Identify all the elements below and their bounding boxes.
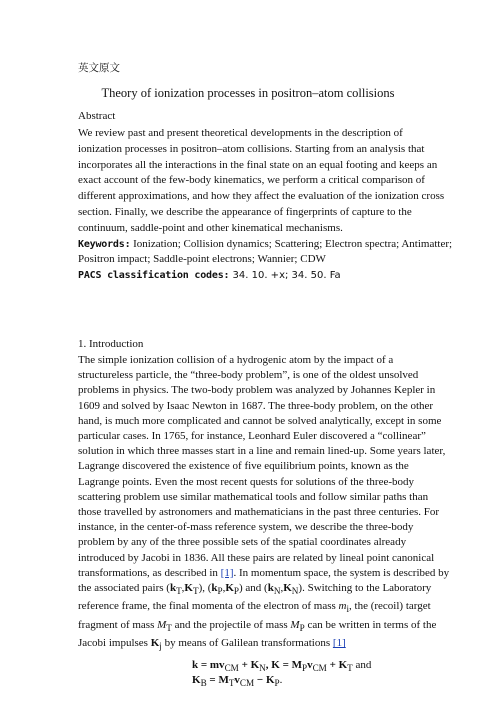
intro-line: problem by any of the three possible sets of the spatial coordinates already <box>78 536 407 549</box>
eq-text: k = mv <box>192 659 225 671</box>
intro-text: reference frame, the final momenta of the electron of mass <box>78 600 339 613</box>
intro-text: ). Switching to the Laboratory <box>298 582 432 595</box>
equation-2 <box>192 674 282 688</box>
momentum-symbol: k <box>267 582 274 595</box>
intro-line: problems in physics. The two-body problem was analyzed by Johannes Kepler in <box>78 384 436 397</box>
eq-text: v <box>307 659 313 671</box>
momentum-symbol: K <box>184 582 193 595</box>
subscript: j <box>159 641 162 652</box>
intro-line <box>78 618 437 636</box>
subscript: CM <box>224 663 239 674</box>
intro-text: , the (recoil) target <box>349 600 431 613</box>
abstract-heading: Abstract <box>78 110 116 122</box>
eq-text: , K = M <box>265 659 302 671</box>
subscript: P <box>233 586 240 597</box>
eq-text: K <box>192 674 201 686</box>
subscript: P <box>217 586 223 597</box>
abstract-line: exact account of the few-body kinematics, we perform a critical comparison of <box>78 174 425 187</box>
intro-text: ) and ( <box>239 582 268 595</box>
subscript: B <box>200 678 207 689</box>
abstract-line: We review past and present theoretical developments in the description of <box>78 127 403 139</box>
intro-line: instance, in the center-of-mass reference system, we describe the three-body <box>78 521 414 534</box>
intro-line: the associated pairs $(k_T,K_T)$, $(k_P,K_P)$ and $(k_N,K_N)$. Switching to the Laboratory <box>78 582 432 597</box>
subscript: CM <box>239 678 255 689</box>
subscript: N <box>273 586 281 597</box>
subscript: T <box>176 586 182 597</box>
keywords-label: Keywords: <box>78 238 131 250</box>
subscript: T <box>166 623 172 634</box>
intro-text: . In momentum space, the system is described by <box>233 566 450 579</box>
eq-text: v <box>234 674 240 686</box>
keywords-text: Ionization; Collision dynamics; Scattering; Electron spectra; Antimatter; <box>130 237 453 250</box>
momentum-symbol: k <box>169 582 177 595</box>
header-label: 英文原文 <box>78 63 120 74</box>
intro-line: Lagrange points. Even the most recent quests for solutions of the three-body <box>78 475 415 488</box>
abstract-line: section. Finally, we describe the appearance of fingerprints of capture to the <box>78 205 412 218</box>
reference-link[interactable]: [1] <box>220 566 234 579</box>
intro-text: by means of Galilean transformations <box>161 637 333 650</box>
intro-line <box>78 599 431 617</box>
pacs-label: PACS classification codes: <box>78 270 230 282</box>
subscript: N <box>259 663 266 674</box>
abstract-line: different approximations, and how they affect the evaluation of the ionization cross <box>78 190 445 203</box>
intro-line: 1609 and solved by Isaac Newton in 1687. The three-body problem, on the other <box>78 399 434 412</box>
keywords-line <box>78 237 453 253</box>
subscript: P <box>274 678 280 689</box>
eq-text: + K <box>238 659 260 671</box>
subscript: T <box>192 586 199 597</box>
abstract-body <box>78 126 453 284</box>
intro-text: ), ( <box>198 582 212 595</box>
momentum-symbol: K <box>283 582 292 595</box>
subscript: T <box>228 678 235 689</box>
abstract-line: ionization processes in positron–atom collisions. Starting from an analysis that <box>78 142 425 155</box>
intro-text: the associated pairs ( <box>78 582 170 595</box>
intro-line: scattering problem use similar mathematical tools and follow similar paths than <box>78 490 429 503</box>
eq-text: . <box>279 674 283 686</box>
intro-line <box>78 566 450 581</box>
intro-line: solution in which three masses start in a line and remain lined-up. Some years later, <box>78 445 446 458</box>
intro-line: structureless particle, the “three-body problem”, is one of the oldest unsolved <box>78 369 419 382</box>
intro-text: transformations, as described in <box>78 566 221 579</box>
mass-symbol: M <box>290 618 300 631</box>
abstract-line: continuum, saddle-point and other kinematical mechanisms. <box>78 221 343 234</box>
equation-1 <box>192 659 371 673</box>
mass-symbol: m <box>338 600 347 613</box>
abstract-line: incorporates all the interactions in the final state on an equal footing and keeps an <box>78 158 438 171</box>
keywords-line: Positron impact; Saddle-point electrons; Wannier; CDW <box>78 253 326 266</box>
eq-text: and <box>352 659 372 671</box>
intro-text: Jacobi impulses <box>78 637 151 650</box>
pacs-line <box>78 268 418 284</box>
momentum-symbol: K <box>225 582 234 595</box>
paper-title: Theory of ionization processes in positron–atom collisions <box>101 86 395 100</box>
subscript: i <box>346 604 350 615</box>
subscript: P <box>301 663 308 674</box>
introduction-body <box>78 353 450 655</box>
pacs-codes: 34. 10. +x; 34. 50. Fa <box>229 270 341 282</box>
eq-text: − K <box>254 674 275 686</box>
subscript: CM <box>312 663 327 674</box>
intro-line: hand, is much more complicated and cannot be solved analytically, except in some <box>78 414 442 427</box>
mass-symbol: M <box>157 618 167 631</box>
intro-text: and the projectile of mass <box>171 618 291 631</box>
subscript: N <box>291 586 299 597</box>
section-heading: 1. Introduction <box>78 338 144 350</box>
reference-link[interactable]: [1] <box>332 637 346 650</box>
intro-line <box>78 636 418 654</box>
momentum-symbol: k <box>211 582 218 595</box>
eq-text: = M <box>206 674 229 686</box>
intro-line: The simple ionization collision of a hydrogenic atom by the impact of a <box>78 354 394 366</box>
intro-line: Lagrange discovered the existence of five equilibrium points, known as the <box>78 460 409 473</box>
momentum-symbol: K <box>150 637 160 650</box>
intro-text: fragment of mass <box>78 618 158 631</box>
intro-text: can be written in terms of the <box>304 618 437 631</box>
subscript: T <box>347 663 353 674</box>
subscript: P <box>299 623 305 634</box>
intro-line: particular cases. In 1765, for instance, Leonhard Euler discovered a “collinear” <box>78 430 426 443</box>
intro-line: introduced by Jacobi in 1836. All these pairs are related by lineal point canonical <box>78 551 435 564</box>
eq-text: + K <box>326 659 348 671</box>
intro-line: those travelled by astronomers and mathematicians in the past three centuries. For <box>78 506 440 519</box>
